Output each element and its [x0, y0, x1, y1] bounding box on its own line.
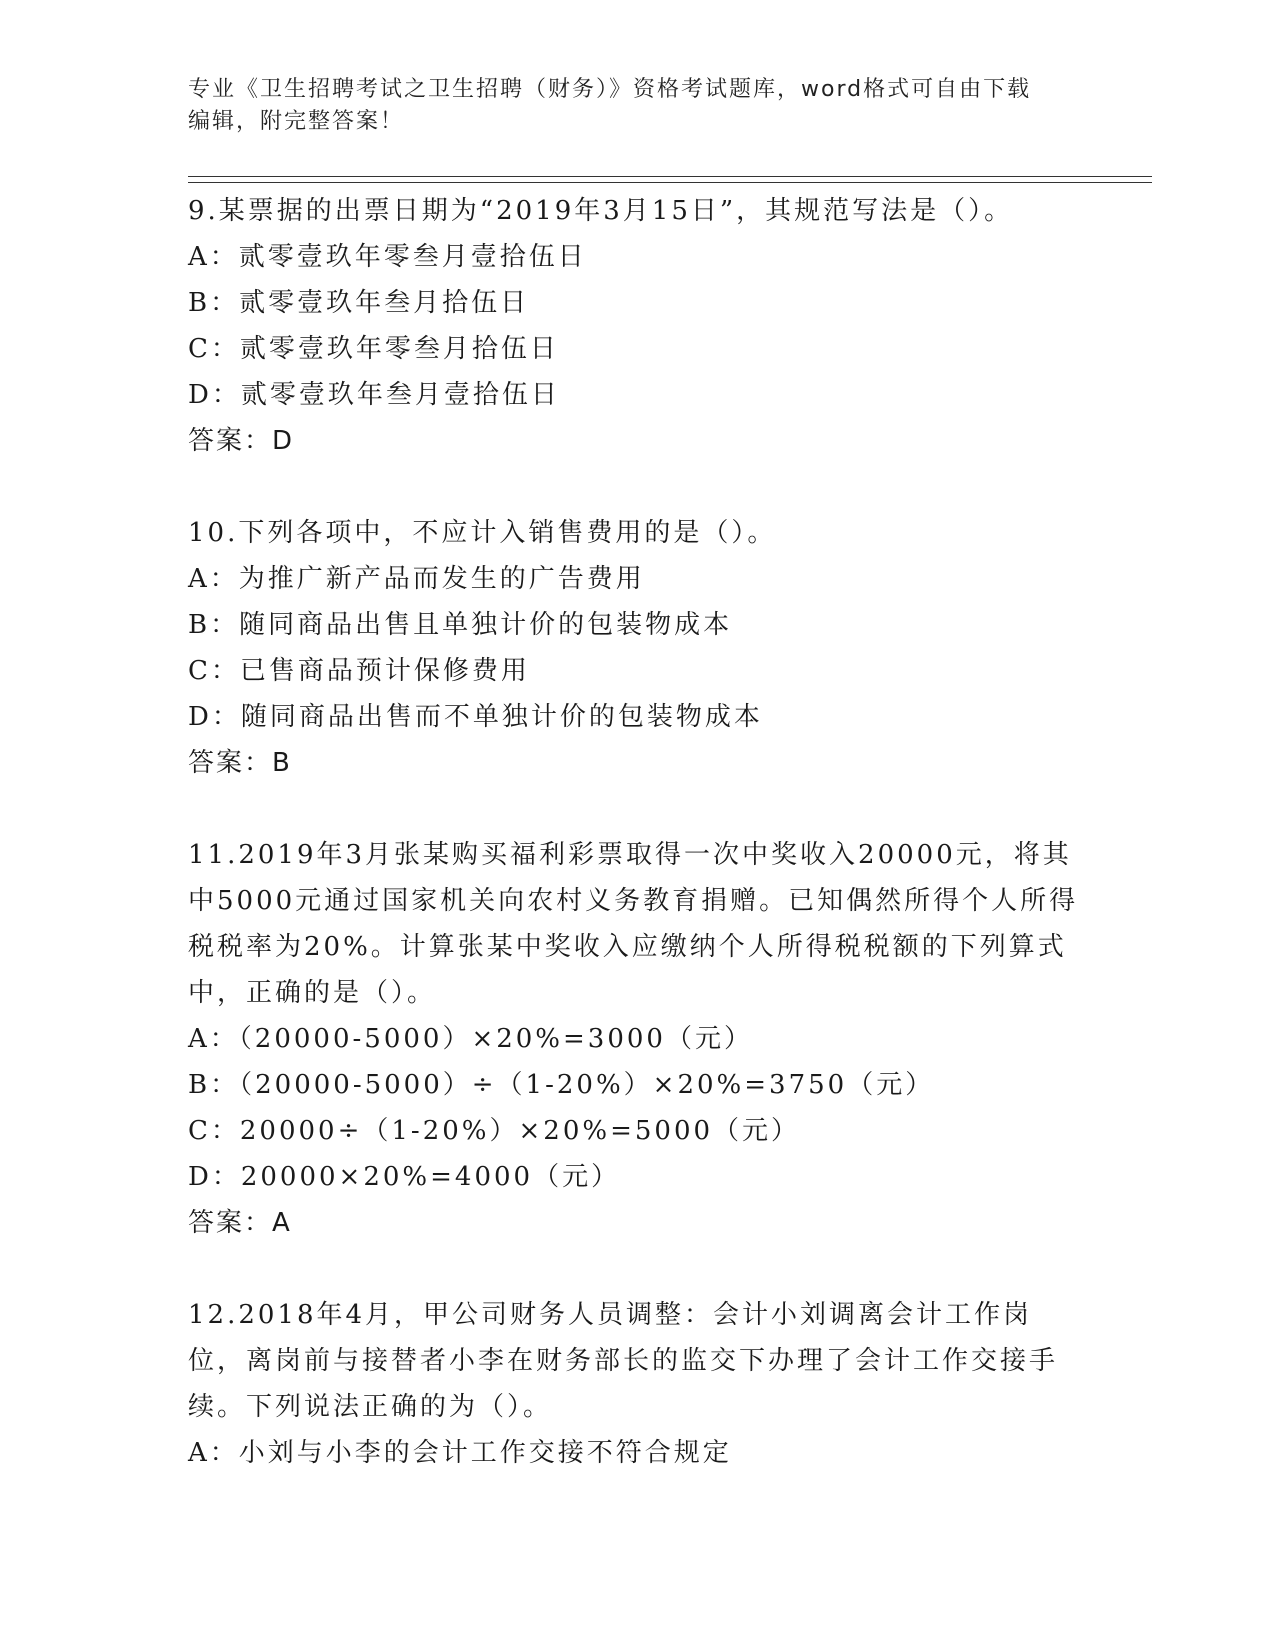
question-12	[188, 1292, 1088, 1476]
option-a: A：贰零壹玖年零叁月壹拾伍日	[188, 242, 587, 272]
answer-line: 答案：A	[188, 1208, 292, 1238]
option-a: A：小刘与小李的会计工作交接不符合规定	[188, 1438, 732, 1468]
question-spacer	[188, 1246, 1088, 1292]
option-a: A：为推广新产品而发生的广告费用	[188, 564, 645, 594]
header-line-1: 专业《卫生招聘考试之卫生招聘（财务）》资格考试题库，word格式可自由下载	[188, 77, 1032, 102]
option-d: D：贰零壹玖年叁月壹拾伍日	[188, 380, 560, 410]
question-11	[188, 832, 1088, 1246]
question-stem: 10.下列各项中，不应计入销售费用的是（）。	[188, 518, 777, 548]
question-stem: 9.某票据的出票日期为“2019年3月15日”，其规范写法是（）。	[188, 196, 1014, 226]
question-10	[188, 510, 1088, 786]
question-stem: 11.2019年3月张某购买福利彩票取得一次中奖收入20000元，将其中5000元通过国家机关向农村义务教育捐赠。已知偶然所得个人所得税税率为20%。计算张某中奖收入应缴纳个人所得税税额的下列算式中，正确的是（）。	[188, 840, 1079, 1008]
header-divider-top	[188, 176, 1152, 177]
question-list	[188, 188, 1088, 1476]
option-d: D：20000×20%=4000（元）	[188, 1162, 621, 1192]
document-header	[188, 74, 1088, 138]
question-9	[188, 188, 1088, 464]
question-spacer	[188, 464, 1088, 510]
option-d: D：随同商品出售而不单独计价的包装物成本	[188, 702, 763, 732]
option-c: C：贰零壹玖年零叁月拾伍日	[188, 334, 559, 364]
answer-line: 答案：D	[188, 426, 295, 456]
option-b: B：随同商品出售且单独计价的包装物成本	[188, 610, 733, 640]
option-a: A：（20000-5000）×20%=3000（元）	[188, 1024, 753, 1054]
question-spacer	[188, 786, 1088, 832]
answer-line: 答案：B	[188, 748, 292, 778]
header-divider-bottom	[188, 182, 1152, 183]
header-line-2: 编辑，附完整答案！	[188, 109, 405, 134]
option-c: C：已售商品预计保修费用	[188, 656, 530, 686]
option-b: B：（20000-5000）÷（1-20%）×20%=3750（元）	[188, 1070, 935, 1100]
option-b: B：贰零壹玖年叁月拾伍日	[188, 288, 530, 318]
question-stem: 12.2018年4月，甲公司财务人员调整：会计小刘调离会计工作岗位，离岗前与接替者小李在财务部长的监交下办理了会计工作交接手续。下列说法正确的为（）。	[188, 1300, 1059, 1422]
option-c: C：20000÷（1-20%）×20%=5000（元）	[188, 1116, 801, 1146]
